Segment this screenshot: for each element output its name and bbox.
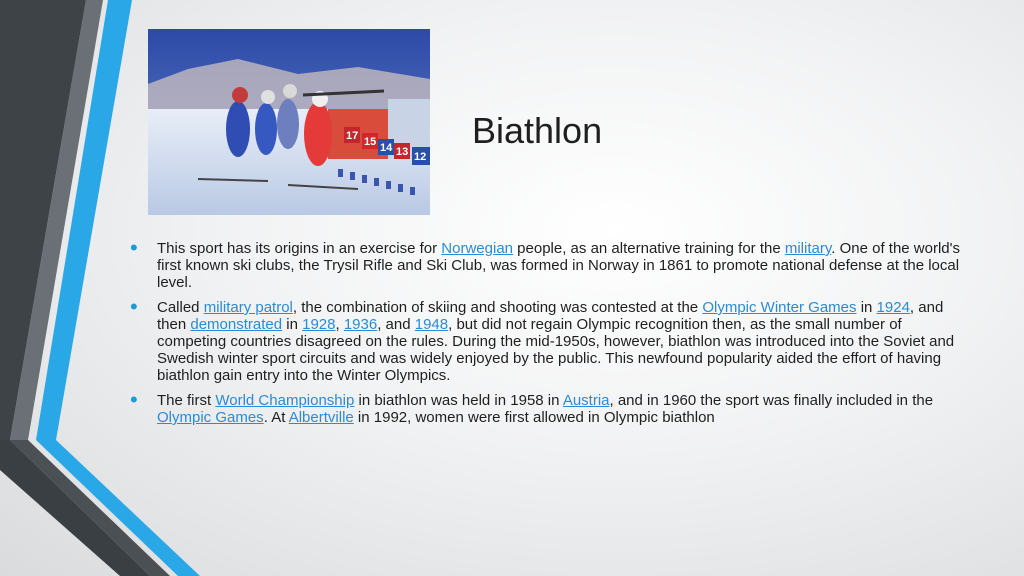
text-link[interactable]: 1936 bbox=[343, 316, 378, 333]
bib-number: 12 bbox=[414, 151, 427, 163]
text-run: , and bbox=[377, 316, 415, 333]
biathlon-photo bbox=[148, 29, 430, 215]
bullet-text bbox=[157, 392, 933, 426]
bullet-list bbox=[130, 235, 961, 434]
slide-title: Biathlon bbox=[472, 110, 603, 151]
text-link[interactable]: Olympic Winter Games bbox=[702, 299, 857, 316]
text-run: , but did not regain Olympic recognition then, as the small number of competing countries disagreed on the rules. During the mid-1950s, however, biathlon was introduced into the Soviet and Swedish winter sport circuits and was widely enjoyed by the public. This newfound popularity aided the effort of having biathlon gain entry into the Winter Olympics. bbox=[157, 316, 955, 384]
bullet-item bbox=[130, 387, 960, 426]
bullet-item bbox=[130, 294, 960, 384]
text-link[interactable]: 1928 bbox=[302, 316, 336, 333]
text-run: , bbox=[335, 316, 344, 333]
bullet-icon: • bbox=[130, 387, 138, 412]
bib-number: 17 bbox=[346, 130, 359, 142]
text-run: Called bbox=[157, 299, 204, 316]
text-link[interactable]: military bbox=[784, 240, 832, 257]
text-link[interactable]: Norwegian bbox=[441, 240, 514, 257]
text-run: , the combination of skiing and shooting was contested at the bbox=[292, 299, 703, 316]
bib-number: 15 bbox=[364, 136, 377, 148]
bib-number: 14 bbox=[380, 142, 393, 154]
text-link[interactable]: 1924 bbox=[876, 299, 910, 316]
text-link[interactable]: 1948 bbox=[414, 316, 449, 333]
text-run: people, as an alternative training for the bbox=[513, 240, 785, 257]
text-run: . At bbox=[263, 409, 289, 426]
text-run: , and then bbox=[157, 299, 944, 333]
bullet-icon: • bbox=[130, 294, 138, 319]
bib-number: 13 bbox=[396, 146, 409, 158]
text-link[interactable]: demonstrated bbox=[190, 316, 283, 333]
text-link[interactable]: Austria bbox=[562, 392, 610, 409]
text-run: in 1992, women were first allowed in Olympic biathlon bbox=[353, 409, 715, 426]
text-run: This sport has its origins in an exercise for bbox=[157, 240, 442, 257]
text-run: in bbox=[856, 299, 877, 316]
text-run: The first bbox=[157, 392, 216, 409]
bullet-item bbox=[130, 235, 961, 291]
bullet-text bbox=[157, 240, 960, 291]
text-run: in biathlon was held in 1958 in bbox=[354, 392, 563, 409]
text-link[interactable]: World Championship bbox=[215, 392, 355, 409]
bullet-text bbox=[157, 299, 954, 384]
text-run: in bbox=[282, 316, 303, 333]
text-link[interactable]: military patrol bbox=[203, 299, 293, 316]
text-run: . One of the world's first known ski clubs, the Trysil Rifle and Ski Club, was formed in Norway in 1861 to promote national defense at the local level. bbox=[157, 240, 961, 291]
text-link[interactable]: Olympic Games bbox=[157, 409, 264, 426]
text-run: , and in 1960 the sport was finally included in the bbox=[609, 392, 934, 409]
text-link[interactable]: Albertville bbox=[288, 409, 354, 426]
bullet-icon: • bbox=[130, 235, 138, 260]
